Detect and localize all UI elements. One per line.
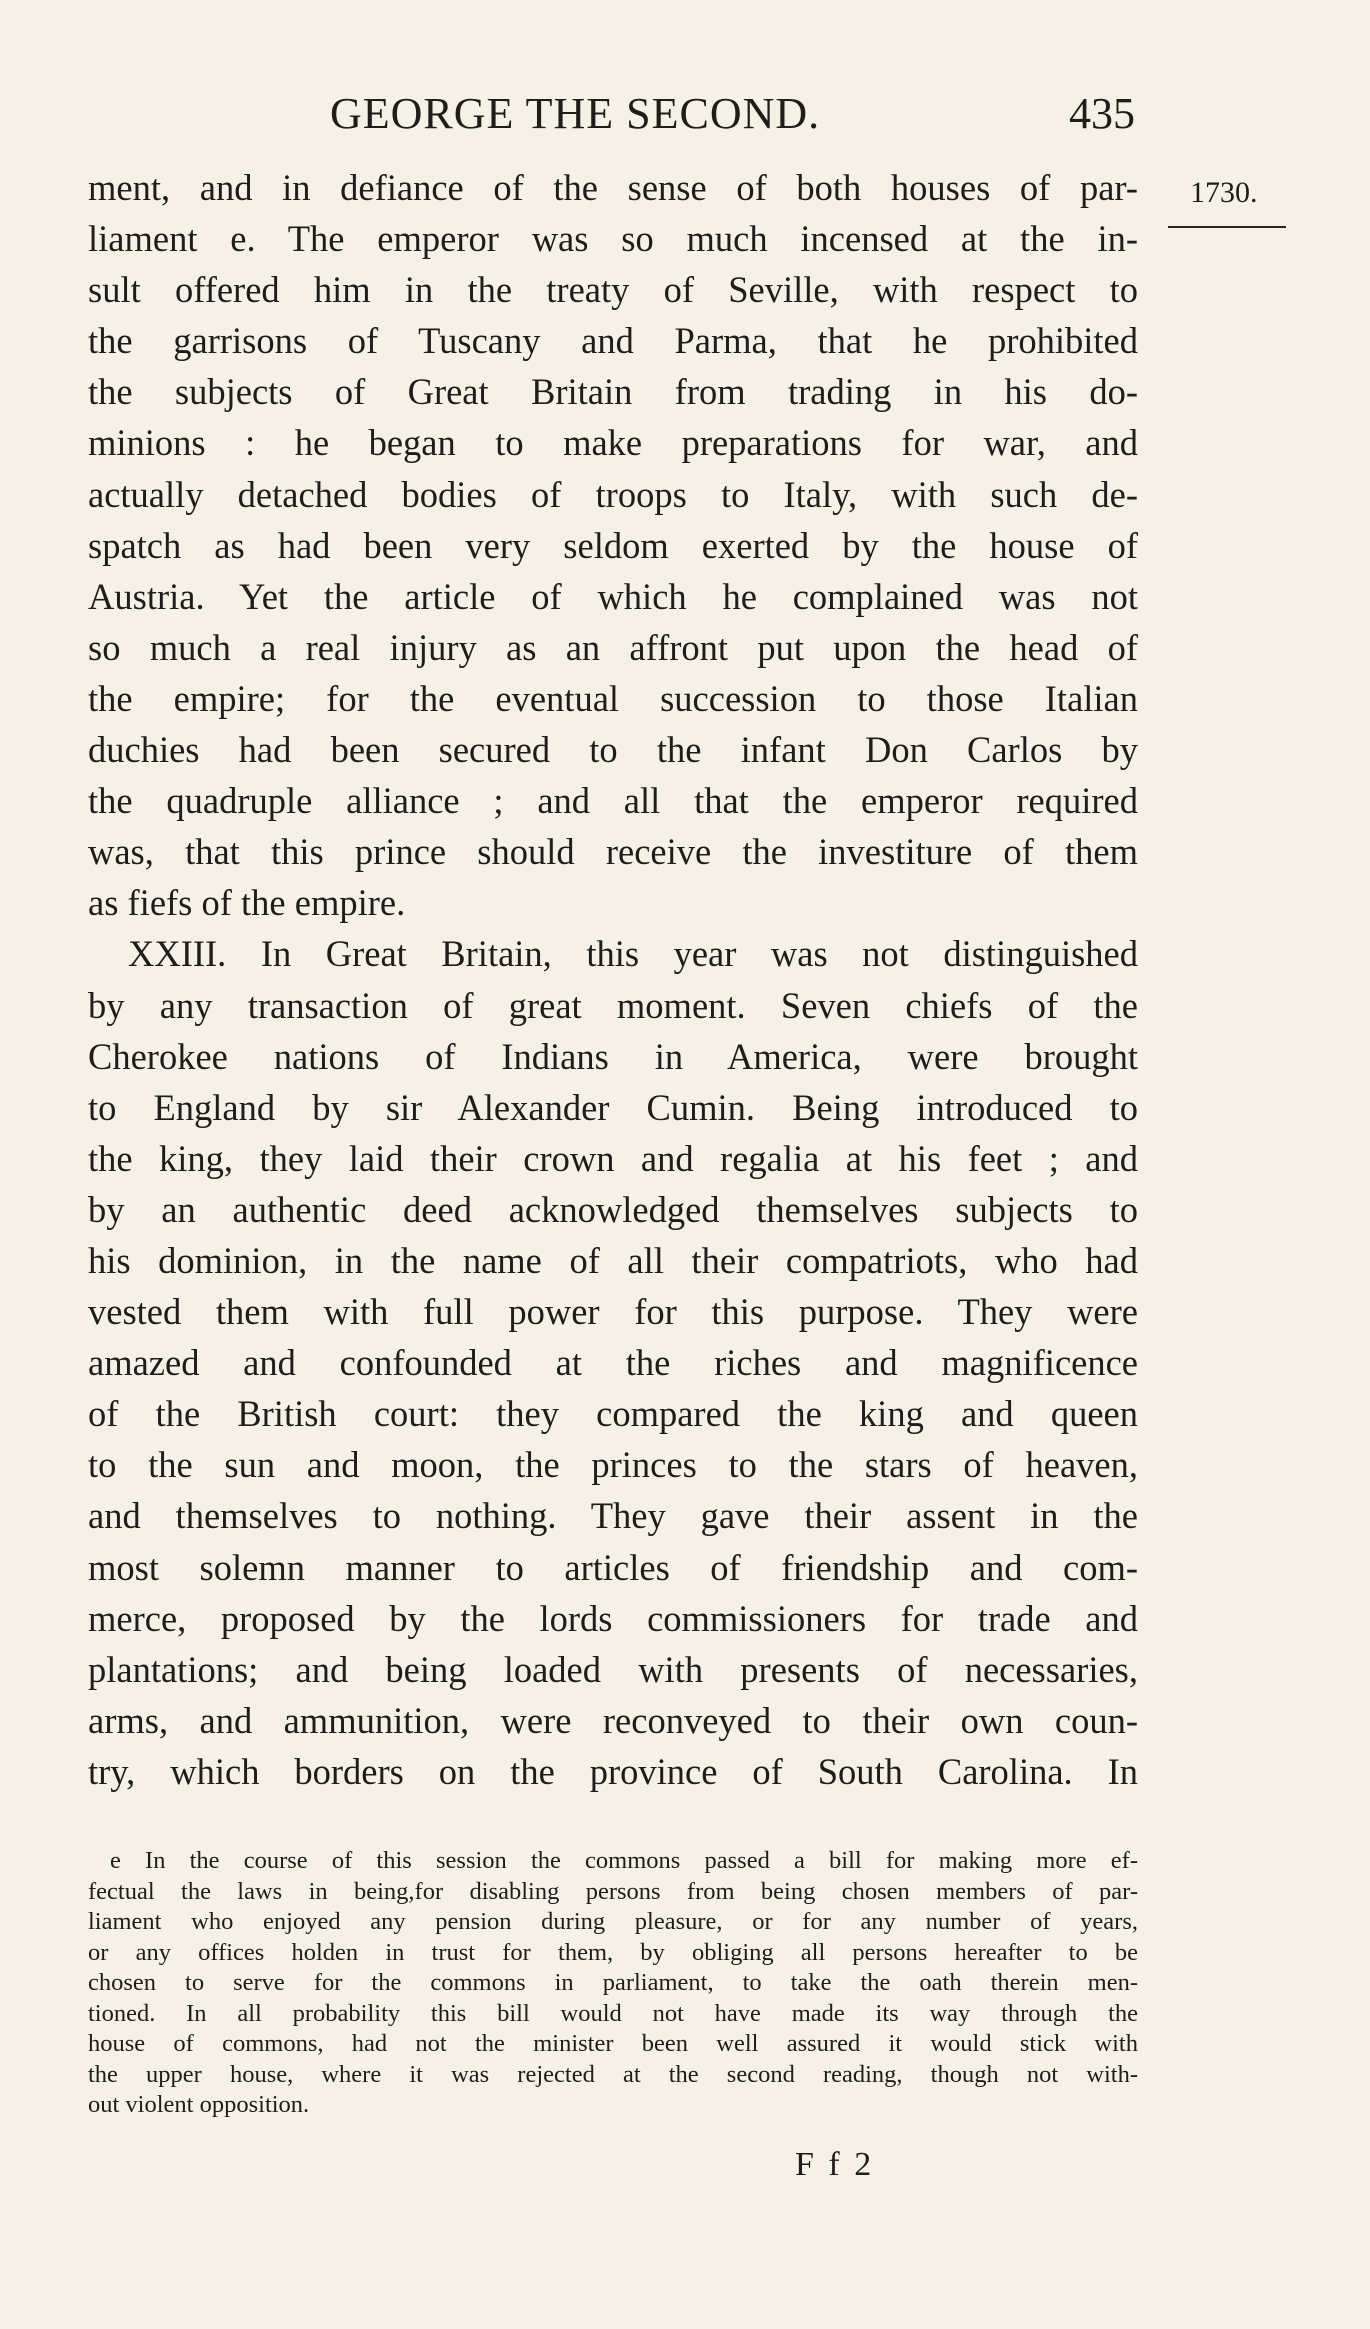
body-line: minions : he began to make preparations for war, and <box>88 422 1138 464</box>
body-line: amazed and confounded at the riches and magnificence <box>88 1342 1138 1384</box>
body-line: liament e. The emperor was so much incensed at the in- <box>88 218 1138 260</box>
body-line: so much a real injury as an affront put upon the head of <box>88 626 1138 668</box>
page-header <box>330 88 1135 148</box>
footnote-line: house of commons, had not the minister been well assured it would stick with <box>88 2030 1138 2057</box>
body-line: spatch as had been very seldom exerted by the house of <box>88 524 1138 566</box>
body-line: the quadruple alliance ; and all that the emperor required <box>88 780 1138 822</box>
body-line: actually detached bodies of troops to Italy, with such de- <box>88 473 1138 515</box>
footnote-line: out violent opposition. <box>88 2091 310 2118</box>
footnote-line: tioned. In all probability this bill would not have made its way through the <box>88 1999 1138 2027</box>
body-line: the garrisons of Tuscany and Parma, that he prohibited <box>88 320 1138 362</box>
body-line: arms, and ammunition, were reconveyed to their own coun- <box>88 1699 1138 1741</box>
body-text <box>88 162 1138 1797</box>
body-line: the subjects of Great Britain from trading in his do- <box>88 371 1138 413</box>
footnote-line: e In the course of this session the commons passed a bill for making more ef- <box>110 1847 1138 1874</box>
footnote-line: liament who enjoyed any pension during pleasure, or for any number of years, <box>88 1908 1138 1935</box>
body-line: to the sun and moon, the princes to the stars of heaven, <box>88 1444 1138 1486</box>
body-line: the empire; for the eventual succession to those Italian <box>88 677 1138 719</box>
body-line: Austria. Yet the article of which he complained was not <box>88 575 1138 617</box>
footnote-line: chosen to serve for the commons in parliament, to take the oath therein men- <box>88 1969 1138 1996</box>
margin-year: 1730. <box>1190 176 1258 209</box>
body-line: of the British court: they compared the king and queen <box>88 1393 1138 1435</box>
footnote-line: the upper house, where it was rejected at the second reading, though not with- <box>88 2060 1138 2088</box>
page-number: 435 <box>1069 89 1135 138</box>
footnote-block <box>88 1846 1138 2121</box>
running-title: GEORGE THE SECOND. <box>330 89 821 138</box>
body-line: vested them with full power for this purpose. They were <box>88 1291 1138 1333</box>
body-line: try, which borders on the province of South Carolina. In <box>88 1750 1138 1792</box>
footnote-line: fectual the laws in being,for disabling persons from being chosen members of par- <box>88 1877 1138 1905</box>
body-line: and themselves to nothing. They gave their assent in the <box>88 1495 1138 1537</box>
body-line: sult offered him in the treaty of Seville, with respect to <box>88 269 1138 311</box>
margin-rule <box>1168 226 1286 228</box>
body-line: his dominion, in the name of all their compatriots, who had <box>88 1239 1138 1281</box>
body-line: the king, they laid their crown and regalia at his feet ; and <box>88 1137 1138 1179</box>
body-line: to England by sir Alexander Cumin. Being introduced to <box>88 1086 1138 1128</box>
footnote-line: or any offices holden in trust for them, by obliging all persons hereafter to be <box>88 1938 1138 1966</box>
body-line: duchies had been secured to the infant Don Carlos by <box>88 729 1138 771</box>
body-line: was, that this prince should receive the investiture of them <box>88 831 1138 873</box>
section-start-line: XXIII. In Great Britain, this year was not distinguished <box>128 933 1138 975</box>
body-line: as fiefs of the empire. <box>88 882 406 924</box>
signature-mark: F f 2 <box>795 2146 875 2183</box>
body-line: plantations; and being loaded with presents of necessaries, <box>88 1648 1138 1690</box>
body-line: by an authentic deed acknowledged themselves subjects to <box>88 1188 1138 1230</box>
body-line: Cherokee nations of Indians in America, were brought <box>88 1035 1138 1077</box>
body-line: most solemn manner to articles of friendship and com- <box>88 1546 1138 1588</box>
body-line: merce, proposed by the lords commissioners for trade and <box>88 1597 1138 1639</box>
body-line: ment, and in defiance of the sense of both houses of par- <box>88 167 1138 208</box>
body-line: by any transaction of great moment. Seven chiefs of the <box>88 984 1138 1026</box>
